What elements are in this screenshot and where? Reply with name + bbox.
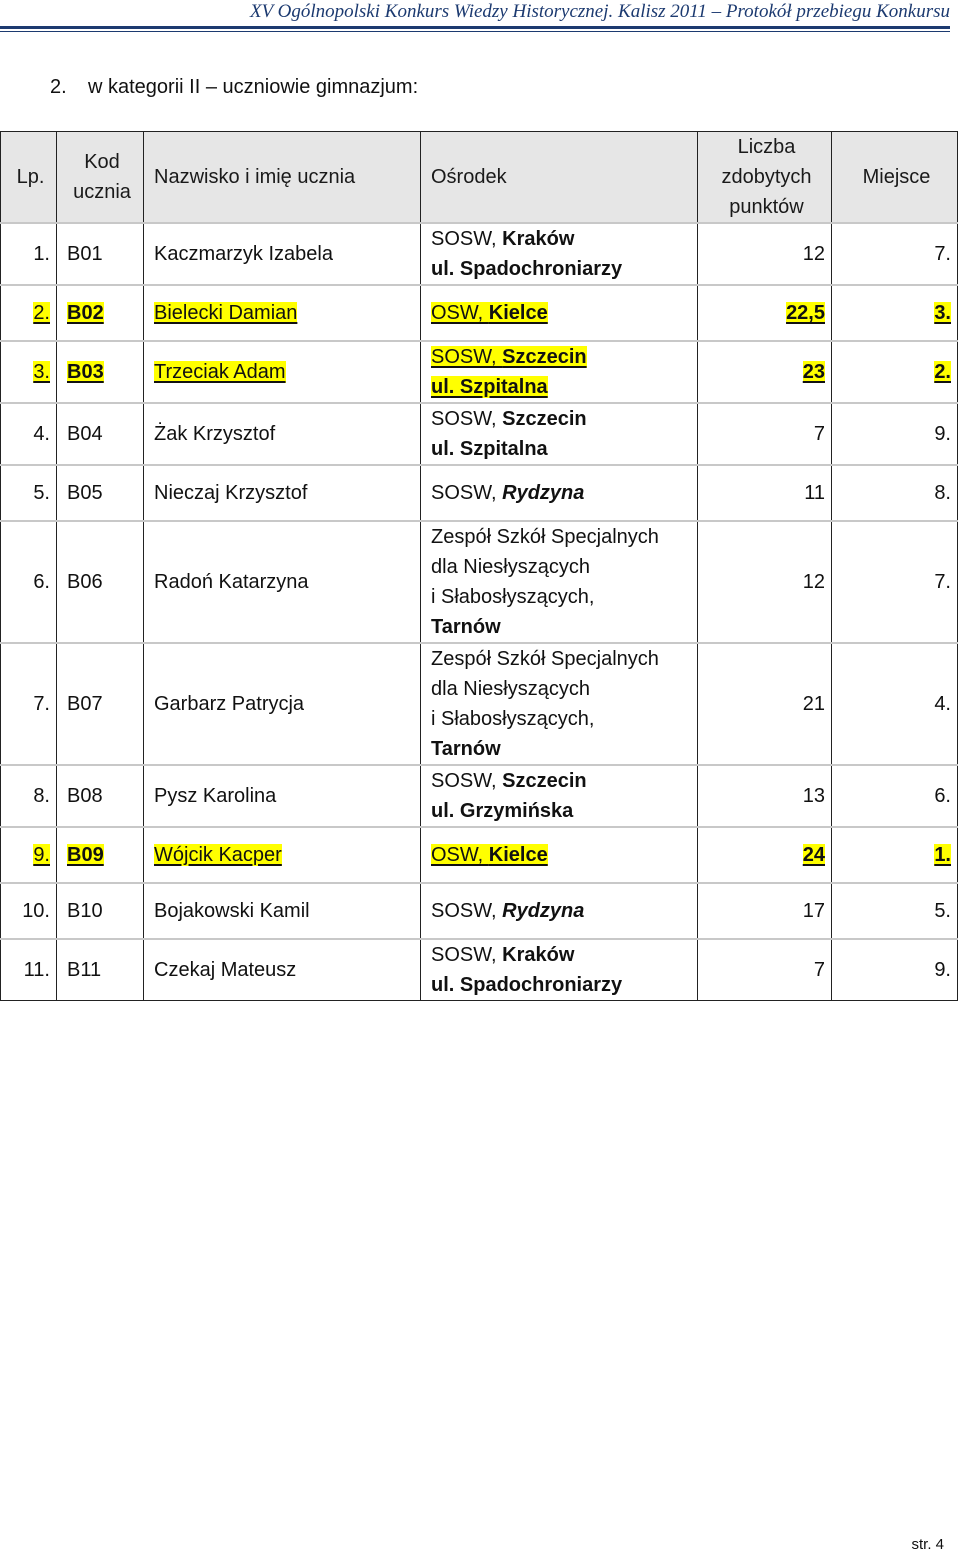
- cell-kod: B11: [57, 939, 144, 1001]
- cell-center: SOSW, Szczecin ul. Grzymińska: [421, 765, 698, 827]
- cell-name: Żak Krzysztof: [144, 403, 421, 465]
- cell-place: 6.: [832, 765, 958, 827]
- cell-kod: B04: [57, 403, 144, 465]
- cell-points: 24: [698, 827, 832, 883]
- table-header-row: [1, 132, 958, 224]
- cell-lp: 10.: [1, 883, 57, 939]
- cell-points: 11: [698, 465, 832, 521]
- cell-lp: 8.: [1, 765, 57, 827]
- cell-place: 2.: [832, 341, 958, 403]
- running-header: XV Ogólnopolski Konkurs Wiedzy Historycznej. Kalisz 2011 – Protokół przebiegu Konkursu: [250, 1, 950, 22]
- col-header-osrodek: Ośrodek: [421, 132, 698, 224]
- cell-kod: B08: [57, 765, 144, 827]
- cell-center: Zespół Szkół Specjalnych dla Niesłyszących i Słabosłyszących, Tarnów: [421, 643, 698, 765]
- cell-lp: 4.: [1, 403, 57, 465]
- cell-place: 5.: [832, 883, 958, 939]
- cell-points: 23: [698, 341, 832, 403]
- cell-kod: B02: [57, 285, 144, 341]
- cell-points: 7: [698, 939, 832, 1001]
- table-row: [1, 939, 958, 1001]
- cell-kod: B03: [57, 341, 144, 403]
- col-header-miejsce: Miejsce: [832, 132, 958, 224]
- cell-points: 13: [698, 765, 832, 827]
- cell-kod: B09: [57, 827, 144, 883]
- cell-lp: 9.: [1, 827, 57, 883]
- cell-place: 9.: [832, 403, 958, 465]
- cell-points: 12: [698, 521, 832, 643]
- cell-lp: 7.: [1, 643, 57, 765]
- results-table: [0, 131, 958, 1001]
- cell-kod: B10: [57, 883, 144, 939]
- cell-name: Radoń Katarzyna: [144, 521, 421, 643]
- cell-center: SOSW, Kraków ul. Spadochroniarzy: [421, 223, 698, 285]
- cell-kod: B01: [57, 223, 144, 285]
- header-rule-thin: [0, 31, 950, 32]
- table-row: [1, 883, 958, 939]
- cell-place: 1.: [832, 827, 958, 883]
- cell-place: 7.: [832, 521, 958, 643]
- cell-center: SOSW, Rydzyna: [421, 465, 698, 521]
- col-header-nazwisko: Nazwisko i imię ucznia: [144, 132, 421, 224]
- cell-center: Zespół Szkół Specjalnych dla Niesłyszących i Słabosłyszących, Tarnów: [421, 521, 698, 643]
- cell-points: 17: [698, 883, 832, 939]
- cell-lp: 11.: [1, 939, 57, 1001]
- cell-points: 7: [698, 403, 832, 465]
- cell-kod: B06: [57, 521, 144, 643]
- cell-place: 9.: [832, 939, 958, 1001]
- cell-place: 4.: [832, 643, 958, 765]
- cell-center: SOSW, Szczecin ul. Szpitalna: [421, 341, 698, 403]
- cell-points: 22,5: [698, 285, 832, 341]
- cell-lp: 6.: [1, 521, 57, 643]
- cell-center: SOSW, Szczecin ul. Szpitalna: [421, 403, 698, 465]
- table-row: [1, 285, 958, 341]
- cell-points: 21: [698, 643, 832, 765]
- cell-name: Garbarz Patrycja: [144, 643, 421, 765]
- header-rule: [0, 26, 950, 29]
- cell-center: SOSW, Rydzyna: [421, 883, 698, 939]
- cell-center: SOSW, Kraków ul. Spadochroniarzy: [421, 939, 698, 1001]
- col-header-lp: Lp.: [1, 132, 57, 224]
- section-title-text: w kategorii II – uczniowie gimnazjum:: [88, 76, 419, 98]
- page-number: str. 4: [911, 1536, 944, 1553]
- section-number: 2.: [50, 76, 67, 98]
- table-row: [1, 521, 958, 643]
- cell-name: Kaczmarzyk Izabela: [144, 223, 421, 285]
- table-row: [1, 403, 958, 465]
- table-row: [1, 341, 958, 403]
- cell-place: 8.: [832, 465, 958, 521]
- cell-center: OSW, Kielce: [421, 827, 698, 883]
- cell-lp: 5.: [1, 465, 57, 521]
- section-title: [50, 74, 418, 100]
- table-row: [1, 223, 958, 285]
- cell-kod: B05: [57, 465, 144, 521]
- cell-name: Bojakowski Kamil: [144, 883, 421, 939]
- table-row: [1, 827, 958, 883]
- cell-lp: 2.: [1, 285, 57, 341]
- cell-center: OSW, Kielce: [421, 285, 698, 341]
- cell-kod: B07: [57, 643, 144, 765]
- cell-lp: 3.: [1, 341, 57, 403]
- cell-lp: 1.: [1, 223, 57, 285]
- cell-place: 3.: [832, 285, 958, 341]
- col-header-kod: Kod ucznia: [57, 132, 144, 224]
- cell-name: Trzeciak Adam: [144, 341, 421, 403]
- cell-name: Bielecki Damian: [144, 285, 421, 341]
- cell-name: Pysz Karolina: [144, 765, 421, 827]
- table-row: [1, 643, 958, 765]
- cell-name: Wójcik Kacper: [144, 827, 421, 883]
- cell-name: Nieczaj Krzysztof: [144, 465, 421, 521]
- col-header-punkty: Liczba zdobytych punktów: [698, 132, 832, 224]
- table-row: [1, 765, 958, 827]
- table-row: [1, 465, 958, 521]
- cell-place: 7.: [832, 223, 958, 285]
- cell-name: Czekaj Mateusz: [144, 939, 421, 1001]
- cell-points: 12: [698, 223, 832, 285]
